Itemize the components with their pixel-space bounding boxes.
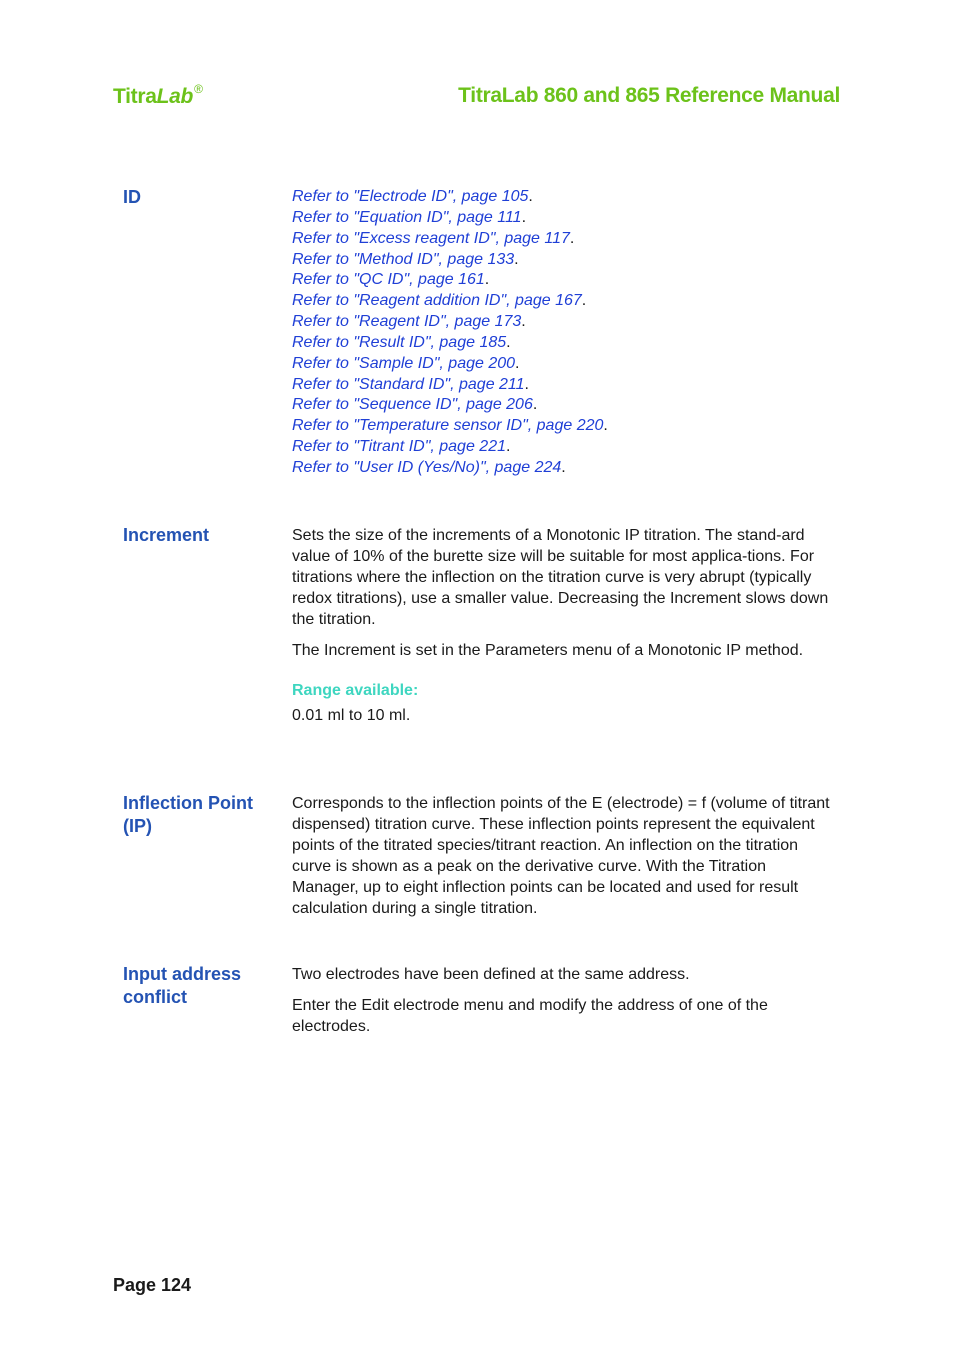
cross-reference-link[interactable]: Refer to "Temperature sensor ID", page 220 xyxy=(292,417,604,435)
cross-reference-link[interactable]: Refer to "User ID (Yes/No)", page 224 xyxy=(292,458,562,476)
cross-reference-link[interactable]: Refer to "Sequence ID", page 206 xyxy=(292,396,533,414)
reference-item xyxy=(292,395,837,416)
cross-reference-link[interactable]: Refer to "Reagent ID", page 173 xyxy=(292,313,522,331)
cross-reference-link[interactable]: Refer to "Reagent addition ID", page 167 xyxy=(292,292,582,310)
reference-terminator: . xyxy=(484,271,490,289)
range-available-value: 0.01 ml to 10 ml. xyxy=(292,707,411,724)
term-inflection-point: Inflection Point (IP) xyxy=(123,793,253,836)
reference-item xyxy=(292,458,837,479)
cross-reference-link[interactable]: Refer to "Excess reagent ID", page 117 xyxy=(292,229,570,247)
reference-item xyxy=(292,229,837,250)
brand-logo xyxy=(113,84,203,109)
cross-reference-link[interactable]: Refer to "Result ID", page 185 xyxy=(292,333,507,351)
registered-mark: ® xyxy=(194,82,203,96)
reference-terminator: . xyxy=(521,208,527,226)
reference-terminator: . xyxy=(561,458,566,476)
increment-paragraph-1: Sets the size of the increments of a Monotonic IP titration. The stand-ard value of 10% of the burette size will be suitable for most applica-tions. For titrations where the inflection on the titration curve is very abrupt (typically redox titrations), use a smaller value. Decreasing the Increment slows down the titration. xyxy=(292,527,829,628)
cross-reference-link[interactable]: Refer to "Method ID", page 133 xyxy=(292,250,515,268)
cross-reference-link[interactable]: Refer to "Standard ID", page 211 xyxy=(292,375,525,393)
cross-reference-link[interactable]: Refer to "Sample ID", page 200 xyxy=(292,354,516,372)
reference-item xyxy=(292,354,837,375)
input-conflict-paragraph-1: Two electrodes have been defined at the same address. xyxy=(292,966,690,983)
reference-terminator: . xyxy=(506,438,511,456)
reference-terminator: . xyxy=(581,292,587,310)
brand-prefix: Titra xyxy=(113,85,157,108)
reference-terminator: . xyxy=(506,333,511,351)
term-input-address-conflict: Input address conflict xyxy=(123,964,242,1007)
increment-definition xyxy=(292,525,837,726)
increment-paragraph-2: The Increment is set in the Parameters menu of a Monotonic IP method. xyxy=(292,642,804,659)
reference-terminator: . xyxy=(569,229,575,247)
input-conflict-paragraph-2: Enter the Edit electrode menu and modify the address of one of the electrodes. xyxy=(292,997,768,1035)
cross-reference-link[interactable]: Refer to "QC ID", page 161 xyxy=(292,271,485,289)
term-id: ID xyxy=(123,187,141,207)
page-number: Page 124 xyxy=(113,1275,192,1295)
reference-terminator: . xyxy=(521,313,526,331)
reference-item xyxy=(292,270,837,291)
reference-terminator: . xyxy=(528,188,533,205)
reference-item xyxy=(292,208,837,229)
reference-item xyxy=(292,416,837,437)
brand-suffix: Lab xyxy=(156,85,194,108)
reference-item xyxy=(292,333,837,354)
reference-item xyxy=(292,312,837,333)
reference-list xyxy=(292,187,837,479)
reference-terminator: . xyxy=(514,250,519,268)
reference-item xyxy=(292,250,837,271)
inflection-paragraph-1: Corresponds to the inflection points of the E (electrode) = f (volume of titrant dispensed) titration curve. These inflection points represent the equivalent points of the titrated species/titrant reaction. An inflection on the titration curve is shown as a peak on the derivative curve. With the Titration Manager, up to eight inflection points can be located and used for result calculation during a single titration. xyxy=(292,795,830,917)
cross-reference-link[interactable]: Refer to "Equation ID", page 111 xyxy=(292,208,522,226)
inflection-definition xyxy=(292,793,837,929)
reference-terminator: . xyxy=(603,417,608,435)
reference-terminator: . xyxy=(532,396,538,414)
input-conflict-definition xyxy=(292,964,837,1047)
cross-reference-link[interactable]: Refer to "Electrode ID", page 105 xyxy=(292,188,529,205)
cross-reference-link[interactable]: Refer to "Titrant ID", page 221 xyxy=(292,438,506,456)
reference-item xyxy=(292,291,837,312)
reference-terminator: . xyxy=(524,375,529,393)
id-definition xyxy=(292,187,837,479)
range-available-label: Range available: xyxy=(292,682,419,699)
term-increment: Increment xyxy=(123,525,210,545)
reference-item xyxy=(292,437,837,458)
reference-item xyxy=(292,187,837,208)
reference-item xyxy=(292,375,837,396)
manual-title: TitraLab 860 and 865 Reference Manual xyxy=(458,84,840,107)
reference-terminator: . xyxy=(515,354,520,372)
